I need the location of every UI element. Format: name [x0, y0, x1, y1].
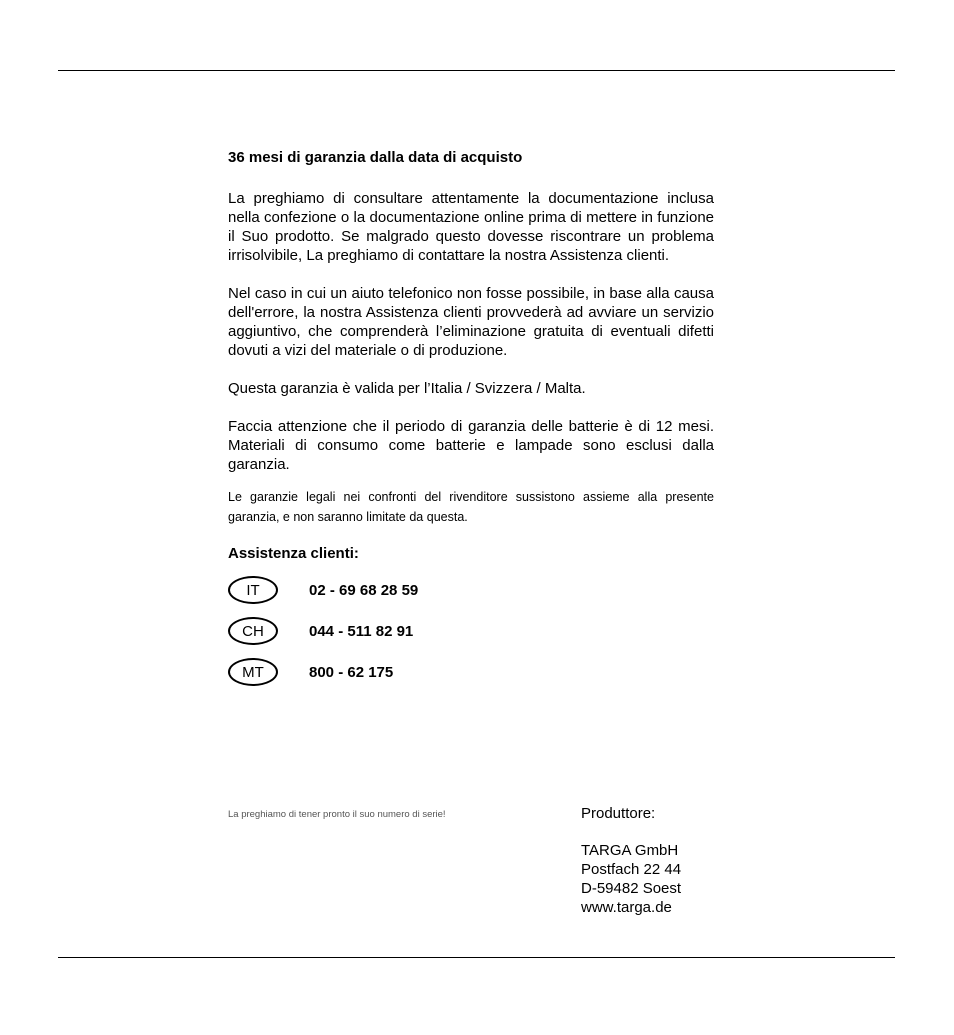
support-title: Assistenza clienti: [228, 545, 359, 562]
paragraph-validity: Questa garanzia è valida per l’Italia / Svizzera / Malta. [228, 380, 586, 397]
producer-city: D-59482 Soest [581, 880, 682, 897]
phone-number-it: 02 - 69 68 28 59 [309, 581, 419, 599]
producer-street: Postfach 22 44 [581, 861, 682, 878]
warranty-content [228, 149, 714, 698]
producer-website: www.targa.de [581, 899, 672, 916]
serial-number-note: La preghiamo di tener pronto il suo numero di serie! [228, 809, 446, 820]
support-phone-row-it [228, 575, 714, 605]
paragraph-documentation: La preghiamo di consultare attentamente la documentazione inclusa nella confezione o la documentazione online prima di mettere in funzione il Suo prodotto. Se malgrado questo dovesse riscontrare un problema irrisolvibile, La preghiamo di contattare la nostra Assistenza clienti. [228, 190, 714, 264]
support-phone-row-ch [228, 616, 714, 646]
producer-name: TARGA GmbH [581, 842, 679, 859]
support-phone-list [228, 575, 714, 687]
support-phone-row-mt [228, 657, 714, 687]
producer-block [581, 804, 681, 917]
country-badge-mt: MT [228, 658, 278, 686]
phone-number-mt: 800 - 62 175 [309, 663, 394, 681]
warranty-heading: 36 mesi di garanzia dalla data di acquisto [228, 149, 523, 166]
legal-note: Le garanzie legali nei confronti del rivenditore sussistono assieme alla presente garanzia, e non saranno limitate da questa. [228, 490, 714, 524]
producer-label: Produttore: [581, 805, 656, 822]
paragraph-service: Nel caso in cui un aiuto telefonico non fosse possibile, in base alla causa dell'errore, la nostra Assistenza clienti provvederà ad avviare un servizio aggiuntivo, che comprenderà l’eliminazione gratuita di eventuali difetti dovuti a vizi del materiale o di produzione. [228, 285, 714, 359]
country-badge-it: IT [228, 576, 278, 604]
phone-number-ch: 044 - 511 82 91 [309, 622, 414, 640]
producer-address [581, 841, 681, 917]
paragraph-batteries: Faccia attenzione che il periodo di garanzia delle batterie è di 12 mesi. Materiali di consumo come batterie e lampade sono esclusi dalla garanzia. [228, 418, 714, 473]
top-rule [58, 70, 895, 71]
country-badge-ch: CH [228, 617, 278, 645]
bottom-rule [58, 957, 895, 958]
